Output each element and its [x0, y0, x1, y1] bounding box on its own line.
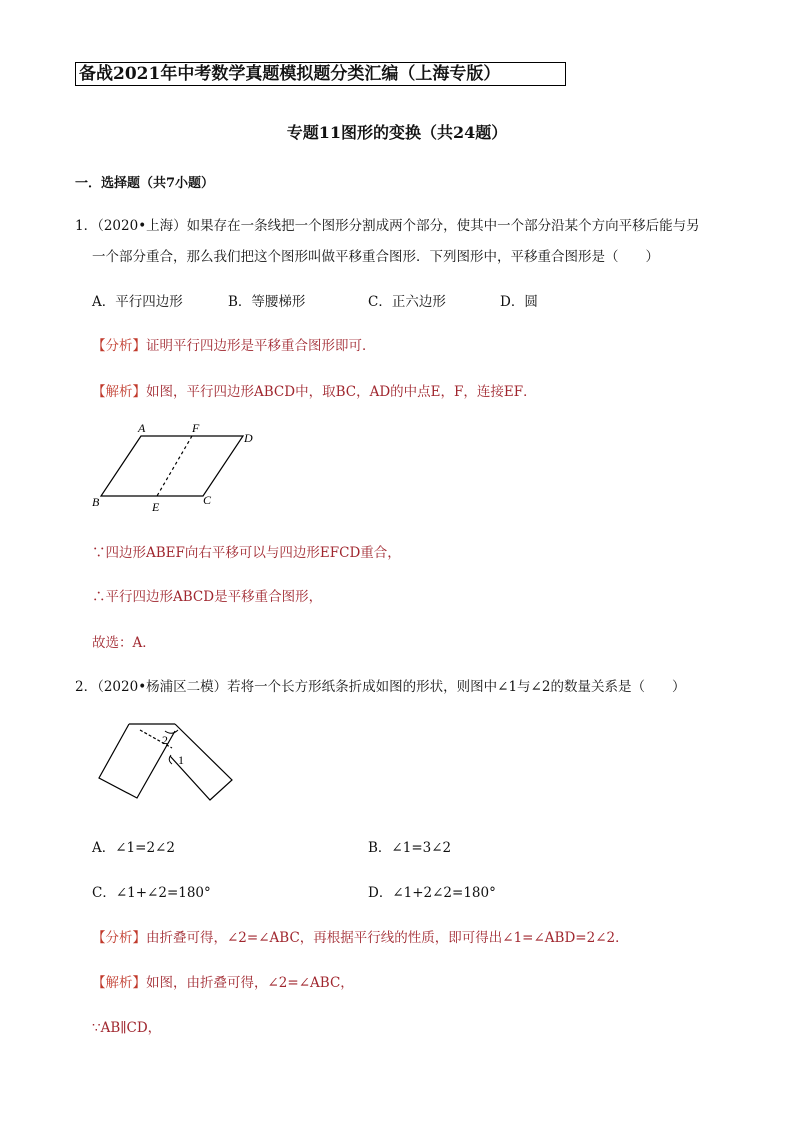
parallelogram-figure: [85, 418, 275, 518]
q1-line2: ∴平行四边形ABCD是平移重合图形，: [92, 589, 323, 605]
q2-stem: 2．（2020•杨浦区二模）若将一个长方形纸条折成如图的形状，则图中∠1与∠2的数量关系是（ ）: [75, 679, 686, 695]
label-e: E: [152, 500, 160, 514]
q1-answer: 故选：A．: [92, 635, 156, 651]
q2-option-a: A．∠1=2∠2: [92, 840, 175, 856]
q1-option-a: A．平行四边形: [92, 294, 183, 310]
label-angle-1: 1: [178, 753, 184, 767]
segment-ef: [157, 436, 192, 496]
q1-option-d: D．圆: [500, 294, 538, 310]
angle-1-arc: [169, 755, 172, 764]
q2-analysis-text: 由折叠可得，∠2=∠ABC，再根据平行线的性质，即可得出∠1=∠ABD=2∠2．: [146, 930, 629, 946]
folded-strip-figure: [92, 718, 252, 808]
q2-analysis: [92, 926, 629, 946]
q1-option-c: C．正六边形: [368, 294, 446, 310]
label-f: F: [192, 421, 200, 435]
q1-solution-text: 如图，平行四边形ABCD中，取BC，AD的中点E，F，连接EF．: [146, 384, 537, 400]
label-b: B: [92, 495, 100, 509]
q2-analysis-tag: 【分析】: [92, 930, 146, 946]
q2-option-d: D．∠1+2∠2=180°: [368, 885, 496, 901]
page-title: 专题11图形的变换（共24题）: [286, 123, 508, 142]
q1-analysis-tag: 【分析】: [92, 338, 146, 354]
label-c: C: [203, 493, 212, 507]
q2-line1: ∵AB∥CD，: [92, 1020, 162, 1036]
q1-analysis-text: 证明平行四边形是平移重合图形即可．: [146, 338, 376, 354]
section-heading: 一．选择题（共7小题）: [75, 176, 215, 191]
label-angle-2: 2: [162, 733, 168, 747]
q2-option-b: B．∠1=3∠2: [368, 840, 452, 856]
q1-stem-line2: 一个部分重合，那么我们把这个图形叫做平移重合图形．下列图形中，平移重合图形是（ ）: [92, 249, 659, 265]
q1-option-b: B．等腰梯形: [228, 294, 306, 310]
label-d: D: [244, 431, 253, 445]
q1-solution: [92, 380, 537, 400]
q2-solution-text: 如图，由折叠可得，∠2=∠ABC，: [146, 975, 354, 991]
q1-analysis: [92, 334, 376, 354]
q1-solution-tag: 【解析】: [92, 384, 146, 400]
q2-option-c: C．∠1+∠2=180°: [92, 885, 211, 901]
collection-banner: 备战2021年中考数学真题模拟题分类汇编（上海专版）: [75, 62, 566, 86]
q2-solution: [92, 971, 354, 991]
parallelogram-abcd: [101, 436, 243, 496]
label-a: A: [138, 421, 146, 435]
q2-solution-tag: 【解析】: [92, 975, 146, 991]
q1-line1: ∵四边形ABEF向右平移可以与四边形EFCD重合，: [92, 545, 401, 561]
q1-stem-line1: 1．（2020•上海）如果存在一条线把一个图形分割成两个部分，使其中一个部分沿某个方向平移后能与另: [75, 218, 700, 234]
